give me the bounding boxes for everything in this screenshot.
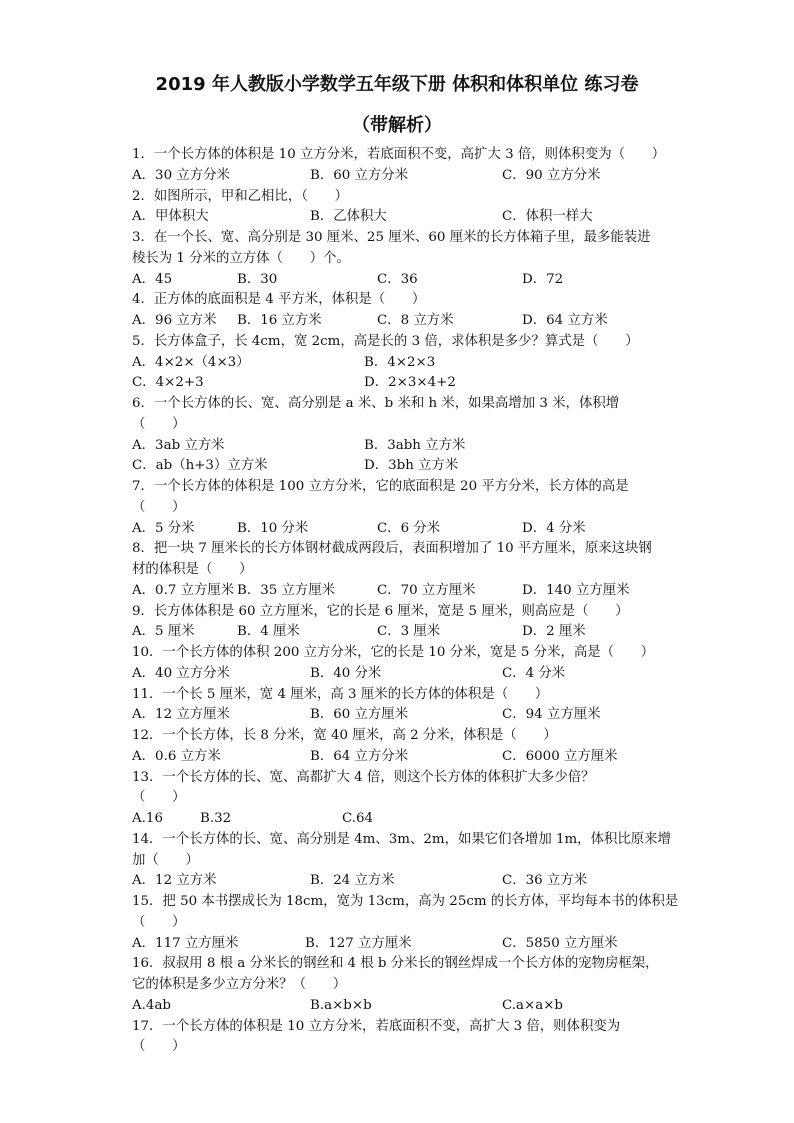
question-text: 加（ ） <box>132 852 199 868</box>
answer-option: A．45 <box>132 271 173 287</box>
option-row <box>132 311 672 332</box>
answer-option: C．4×2+3 <box>132 375 204 391</box>
answer-option: C．36 <box>377 271 418 287</box>
answer-option: B．64 立方分米 <box>310 748 409 764</box>
option-row <box>132 456 672 477</box>
question <box>132 539 672 601</box>
question <box>132 187 672 229</box>
question <box>132 602 672 644</box>
answer-option: A．117 立方厘米 <box>132 935 239 951</box>
question-text: 17．一个长方体的体积是 10 立方分米，若底面积不变，高扩大 3 倍，则体积变为 <box>132 1018 621 1034</box>
option-row <box>132 436 672 457</box>
answer-option: B.a×b×b <box>310 997 372 1013</box>
question <box>132 290 672 332</box>
answer-option: B．乙体积大 <box>310 209 387 225</box>
answer-option: B．16 立方米 <box>237 313 322 328</box>
answer-option: A．30 立方分米 <box>132 167 230 183</box>
question-text: 6．一个长方体的长、宽、高分别是 a 米、b 米和 h 米，如果高增加 3 米，体积增 <box>132 396 620 411</box>
question <box>132 477 672 539</box>
option-row <box>132 871 672 892</box>
question <box>132 145 672 187</box>
answer-option: A．5 分米 <box>132 520 195 536</box>
answer-option: A.4ab <box>132 997 172 1013</box>
answer-option: A．96 立方米 <box>132 313 217 328</box>
answer-option: A．12 立方厘米 <box>132 707 230 723</box>
question-text: 它的体积是多少立方分米？（ ） <box>132 977 347 992</box>
answer-option: C．94 立方厘米 <box>502 707 601 723</box>
answer-option: D．72 <box>522 271 564 287</box>
question-text: 2．如图所示，甲和乙相比，（ ） <box>132 188 349 204</box>
question <box>132 830 672 892</box>
answer-option: B．3abh 立方米 <box>364 437 466 453</box>
answer-option: A．0.7 立方厘米 <box>132 582 235 598</box>
answer-option: C．36 立方米 <box>502 873 588 889</box>
option-row <box>132 166 672 187</box>
document-title: 2019 年人教版小学数学五年级下册 体积和体积单位 练习卷 <box>155 74 639 95</box>
answer-option: B.32 <box>200 811 232 826</box>
answer-option: C．70 立方厘米 <box>377 582 476 598</box>
answer-option: C．体积一样大 <box>502 209 593 225</box>
question-text: 4．正方体的底面积是 4 平方米，体积是（ ） <box>132 292 426 308</box>
answer-option: A．40 立方分米 <box>132 665 230 681</box>
option-row <box>132 581 672 602</box>
question-text: 11．一个长 5 厘米，宽 4 厘米，高 3 厘米的长方体的体积是（ ） <box>132 686 549 702</box>
answer-option: D．4 分米 <box>522 520 586 536</box>
question-text: （ ） <box>132 416 186 432</box>
question <box>132 768 672 830</box>
question <box>132 726 672 768</box>
option-row <box>132 519 672 540</box>
answer-option: A.16 <box>132 811 163 826</box>
option-row <box>132 747 672 768</box>
answer-option: C．3 厘米 <box>377 624 441 640</box>
question <box>132 954 672 1016</box>
question-text: 7．一个长方体的体积是 100 立方分米，它的底面积是 20 平方分米，长方体的高是 <box>132 479 629 494</box>
option-row <box>132 622 672 643</box>
answer-option: A．12 立方米 <box>132 873 217 889</box>
answer-option: B．24 立方米 <box>310 873 395 889</box>
answer-option: B．127 立方厘米 <box>305 935 412 951</box>
answer-option: D．64 立方米 <box>522 313 608 328</box>
question-text: 1．一个长方体的体积是 10 立方分米，若底面积不变，高扩大 3 倍，则体积变为（ ） <box>132 147 666 162</box>
option-row <box>132 664 672 685</box>
question <box>132 332 672 394</box>
option-row <box>132 934 672 955</box>
answer-option: A．0.6 立方米 <box>132 748 221 764</box>
question <box>132 685 672 727</box>
option-row <box>132 996 672 1017</box>
answer-option: C．8 立方米 <box>377 313 454 328</box>
question-text: 5．长方体盒子，长 4cm，宽 2cm，高是长的 3 倍，求体积是多少？算式是（ ） <box>132 333 639 349</box>
answer-option: C．4 分米 <box>502 665 566 681</box>
question-text: 3．在一个长、宽、高分别是 30 厘米、25 厘米、60 厘米的长方体箱子里，最多能装进 <box>132 230 651 245</box>
answer-option: B．10 分米 <box>237 520 309 536</box>
question <box>132 228 672 290</box>
question <box>132 892 679 954</box>
answer-option: C.64 <box>342 811 374 826</box>
option-row <box>132 705 672 726</box>
answer-option: B．30 <box>237 271 278 287</box>
question-text: 棱长为 1 分米的立方体（ ）个。 <box>132 250 350 266</box>
answer-option: B．60 立方分米 <box>310 167 409 183</box>
question-text: 12．一个长方体，长 8 分米，宽 40 厘米，高 2 分米，体积是（ ） <box>132 728 557 743</box>
answer-option: B．35 立方厘米 <box>237 582 336 598</box>
answer-option: C.a×a×b <box>502 997 564 1013</box>
question-text: 13．一个长方体的长、宽、高都扩大 4 倍，则这个长方体的体积扩大多少倍？ <box>132 769 595 785</box>
question-text: （ ） <box>132 1039 186 1055</box>
question <box>132 394 672 477</box>
question-text: 15．把 50 本书摆成长为 18cm，宽为 13cm，高为 25cm 的长方体，平均每本书的体积是 <box>132 894 679 909</box>
answer-option: B．60 立方厘米 <box>310 707 409 723</box>
question-text: （ ） <box>132 499 186 515</box>
answer-option: C．6000 立方厘米 <box>502 748 618 764</box>
answer-option: B．40 分米 <box>310 665 382 681</box>
question-list <box>132 145 679 1058</box>
question-text: （ ） <box>132 914 186 930</box>
answer-option: B．4 厘米 <box>237 624 300 640</box>
question <box>132 643 672 685</box>
answer-option: C．ab（h+3）立方米 <box>132 458 268 474</box>
option-row <box>132 373 672 394</box>
answer-option: D．2×3×4+2 <box>364 375 456 391</box>
answer-option: B．4×2×3 <box>364 354 436 370</box>
answer-option: C．6 分米 <box>377 520 441 536</box>
answer-option: A．4×2×（4×3） <box>132 354 250 370</box>
answer-option: A．3ab 立方米 <box>132 437 225 453</box>
question-text: 9．长方体体积是 60 立方厘米，它的长是 6 厘米，宽是 5 厘米，则高应是（ ） <box>132 603 629 619</box>
answer-option: C．90 立方分米 <box>502 167 601 183</box>
question-text: 16．叔叔用 8 根 a 分米长的钢丝和 4 根 b 分米长的钢丝焊成一个长方体的宠物房框架， <box>132 956 659 972</box>
answer-option: A．5 厘米 <box>132 624 195 640</box>
question <box>132 1017 672 1059</box>
question-text: 14．一个长方体的长、宽、高分别是 4m、3m、2m，如果它们各增加 1m，体积比原来增 <box>132 831 671 847</box>
document-subtitle: （带解析） <box>352 115 442 136</box>
answer-option: A．甲体积大 <box>132 209 209 225</box>
question-text: 10．一个长方体的体积 200 立方分米，它的长是 10 分米，宽是 5 分米，高是（ ） <box>132 645 655 660</box>
option-row <box>132 207 672 228</box>
question-text: 材的体积是（ ） <box>132 562 253 577</box>
answer-option: D．140 立方厘米 <box>522 582 630 598</box>
option-row <box>132 270 672 291</box>
option-row <box>132 809 672 830</box>
answer-option: D．3bh 立方米 <box>364 458 459 474</box>
answer-option: C．5850 立方厘米 <box>502 935 618 951</box>
option-row <box>132 353 672 374</box>
answer-option: D．2 厘米 <box>522 624 586 640</box>
question-text: （ ） <box>132 790 186 806</box>
question-text: 8．把一块 7 厘米长的长方体钢材截成两段后，表面积增加了 10 平方厘米，原来这块钢 <box>132 541 652 557</box>
